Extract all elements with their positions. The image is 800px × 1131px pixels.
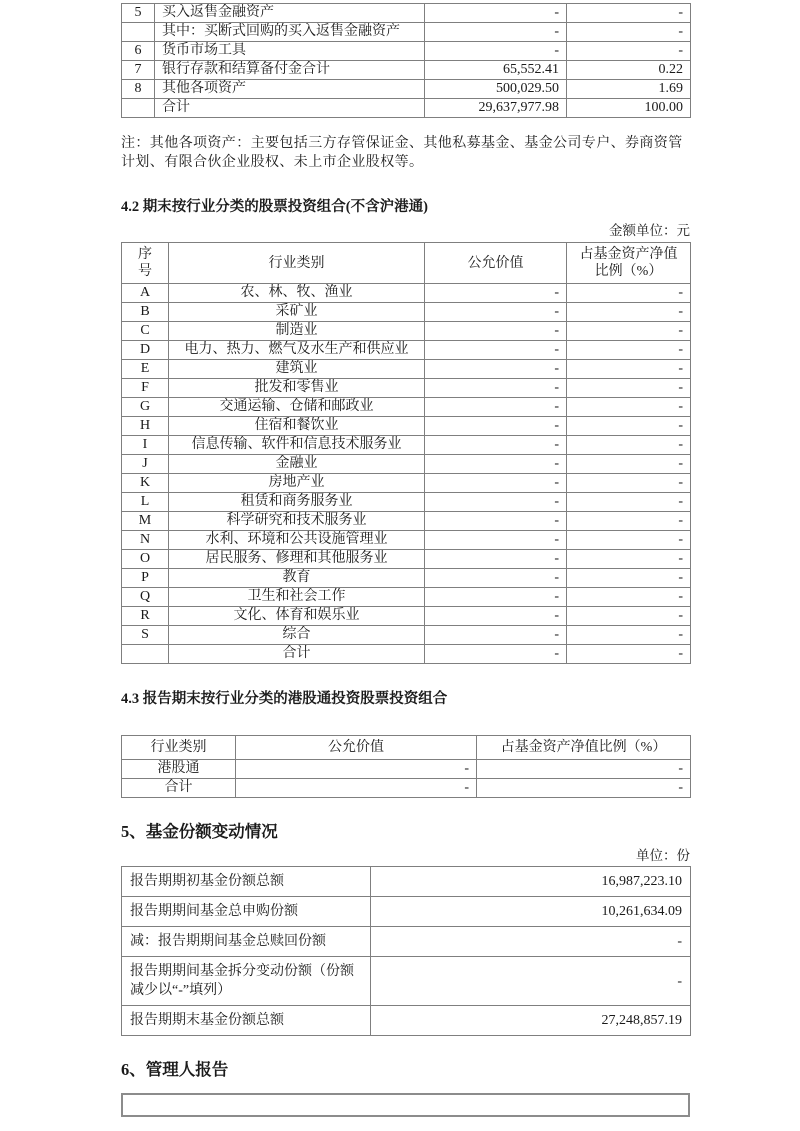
table-cell: - [567,303,691,322]
column-header: 占基金资产净值比例（%） [477,736,691,760]
table-cell: - [425,607,567,626]
table-cell: - [425,23,567,42]
header-row [122,736,691,760]
table-cell: 房地产业 [169,474,425,493]
table-row [122,4,691,23]
hk-connect-table-body [122,760,691,798]
table-cell: 报告期期末基金份额总额 [122,1006,371,1036]
table-cell: - [425,550,567,569]
table-cell: - [425,322,567,341]
column-header: 公允价值 [236,736,477,760]
table-row [122,379,691,398]
table-cell: - [567,360,691,379]
table-cell: - [567,493,691,512]
table-cell: - [567,569,691,588]
table-cell: K [122,474,169,493]
table-cell: 65,552.41 [425,61,567,80]
table-cell: 10,261,634.09 [371,897,691,927]
table-cell: - [567,322,691,341]
table-row [122,897,691,927]
table-cell: 电力、热力、燃气及水生产和供应业 [169,341,425,360]
table-row [122,531,691,550]
table-cell: 科学研究和技术服务业 [169,512,425,531]
table-cell: - [567,379,691,398]
table-cell: D [122,341,169,360]
table-cell: - [425,4,567,23]
table-cell: - [425,303,567,322]
table-cell: - [425,360,567,379]
table-cell: N [122,531,169,550]
table-cell: 7 [122,61,155,80]
table-cell: - [567,42,691,61]
table-row [122,607,691,626]
table-cell: - [425,417,567,436]
table-row [122,779,691,798]
table-row [122,645,691,664]
section-4-3-title: 4.3 报告期末按行业分类的港股通投资股票投资组合 [121,691,448,707]
table-cell: - [567,23,691,42]
table-cell: 水利、环境和公共设施管理业 [169,531,425,550]
section-4-2-unit-label: 金额单位：元 [609,223,690,238]
table-cell: - [567,550,691,569]
table-cell: 合计 [155,99,425,118]
table-cell: A [122,284,169,303]
table-row [122,957,691,1006]
table-row [122,99,691,118]
table-cell: 减：报告期期间基金总赎回份额 [122,927,371,957]
hk-connect-table-head [122,736,691,760]
table-cell: 报告期期间基金拆分变动份额（份额减少以“-”填列） [122,957,371,1006]
table-row [122,341,691,360]
table-cell: F [122,379,169,398]
fund-share-change-table [121,866,691,1036]
table-row [122,867,691,897]
asset-allocation-table [121,3,691,118]
table-cell: 其他各项资产 [155,80,425,99]
table-cell: - [567,398,691,417]
table-cell: - [425,398,567,417]
table-cell: 报告期期初基金份额总额 [122,867,371,897]
table-cell: 教育 [169,569,425,588]
table-cell: 5 [122,4,155,23]
table-cell: I [122,436,169,455]
table-cell: - [371,927,691,957]
manager-report-empty-box [121,1093,690,1117]
table-cell: - [567,436,691,455]
hk-connect-table [121,735,691,798]
fund-share-change-table-body [122,867,691,1036]
table-cell: 金融业 [169,455,425,474]
table-cell: 农、林、牧、渔业 [169,284,425,303]
table-cell: - [371,957,691,1006]
table-cell: 0.22 [567,61,691,80]
table-cell: J [122,455,169,474]
table-cell: 港股通 [122,760,236,779]
table-cell: 信息传输、软件和信息技术服务业 [169,436,425,455]
table-cell: 住宿和餐饮业 [169,417,425,436]
table-cell: - [236,779,477,798]
table-cell: 报告期期间基金总申购份额 [122,897,371,927]
table-cell: - [425,341,567,360]
section-5-title: 5、基金份额变动情况 [121,822,278,841]
table-cell: - [425,42,567,61]
table-cell: E [122,360,169,379]
table-cell: - [425,379,567,398]
table-cell: S [122,626,169,645]
table-row [122,927,691,957]
table-cell: 批发和零售业 [169,379,425,398]
table-cell: - [425,284,567,303]
table-cell: - [477,779,691,798]
table-cell: 29,637,977.98 [425,99,567,118]
table-row [122,61,691,80]
table-row [122,1006,691,1036]
section-4-2-title: 4.2 期末按行业分类的股票投资组合(不含沪港通) [121,199,428,215]
table-row [122,474,691,493]
table-row [122,512,691,531]
column-header: 行业类别 [122,736,236,760]
table-cell: B [122,303,169,322]
section-6-title: 6、管理人报告 [121,1060,229,1079]
table-cell: M [122,512,169,531]
table-cell: - [567,417,691,436]
column-header: 公允价值 [425,243,567,284]
table-cell: 8 [122,80,155,99]
industry-stock-table-body [122,284,691,664]
table-cell: 租赁和商务服务业 [169,493,425,512]
table-cell: - [425,626,567,645]
table-cell: 居民服务、修理和其他服务业 [169,550,425,569]
industry-stock-table-head [122,243,691,284]
table-row [122,398,691,417]
table-cell: - [425,474,567,493]
table-cell: - [567,474,691,493]
column-header: 占基金资产净值比例（%） [567,243,691,284]
table-cell: P [122,569,169,588]
section-5-unit-label: 单位：份 [636,848,690,863]
table-cell [122,99,155,118]
table-cell: - [567,531,691,550]
table-cell: 500,029.50 [425,80,567,99]
table-row [122,626,691,645]
table-cell: - [567,512,691,531]
table-cell: 16,987,223.10 [371,867,691,897]
table-cell: 卫生和社会工作 [169,588,425,607]
table-cell: - [477,760,691,779]
table-cell: - [425,531,567,550]
table-row [122,550,691,569]
table-cell: 100.00 [567,99,691,118]
header-row [122,243,691,284]
table-cell: - [567,284,691,303]
table-cell: 建筑业 [169,360,425,379]
table-cell: - [425,493,567,512]
table-cell: - [425,436,567,455]
table-row [122,588,691,607]
table-row [122,493,691,512]
table-cell: 合计 [169,645,425,664]
table-cell: - [567,4,691,23]
table-cell: - [567,341,691,360]
table-cell: L [122,493,169,512]
table-cell: - [425,569,567,588]
table-cell: R [122,607,169,626]
table-cell: 文化、体育和娱乐业 [169,607,425,626]
table-cell: 采矿业 [169,303,425,322]
table-cell: Q [122,588,169,607]
table-cell: O [122,550,169,569]
table-cell: H [122,417,169,436]
table-row [122,760,691,779]
table-cell: - [567,588,691,607]
table-cell: 买入返售金融资产 [155,4,425,23]
table-cell: 交通运输、仓储和邮政业 [169,398,425,417]
table-cell: - [567,607,691,626]
table-cell: - [567,626,691,645]
table-row [122,417,691,436]
table-cell: 综合 [169,626,425,645]
column-header: 序号 [122,243,169,284]
table-row [122,360,691,379]
table-row [122,569,691,588]
table-row [122,284,691,303]
table-cell: - [567,645,691,664]
table-row [122,436,691,455]
industry-stock-table [121,242,691,664]
table-cell: 6 [122,42,155,61]
table-cell: - [425,588,567,607]
table-row [122,42,691,61]
table-cell: - [425,455,567,474]
table-cell: - [567,455,691,474]
table-row [122,80,691,99]
table-cell: C [122,322,169,341]
table-cell [122,645,169,664]
table-cell: 其中：买断式回购的买入返售金融资产 [155,23,425,42]
column-header: 行业类别 [169,243,425,284]
table-cell: 银行存款和结算备付金合计 [155,61,425,80]
table-cell: 制造业 [169,322,425,341]
table-cell: - [425,645,567,664]
table-cell: - [425,512,567,531]
note-text: 注：其他各项资产：主要包括三方存管保证金、其他私募基金、基金公司专户、券商资管计划、有限合伙企业股权、未上市企业股权等。 [121,136,683,170]
table-cell: 合计 [122,779,236,798]
table-row [122,23,691,42]
table-cell: G [122,398,169,417]
table-cell: 货币市场工具 [155,42,425,61]
table-cell: 1.69 [567,80,691,99]
table-row [122,303,691,322]
table-cell: - [236,760,477,779]
table-cell: 27,248,857.19 [371,1006,691,1036]
table-row [122,322,691,341]
table-row [122,455,691,474]
table-cell [122,23,155,42]
asset-allocation-table-body [122,4,691,118]
